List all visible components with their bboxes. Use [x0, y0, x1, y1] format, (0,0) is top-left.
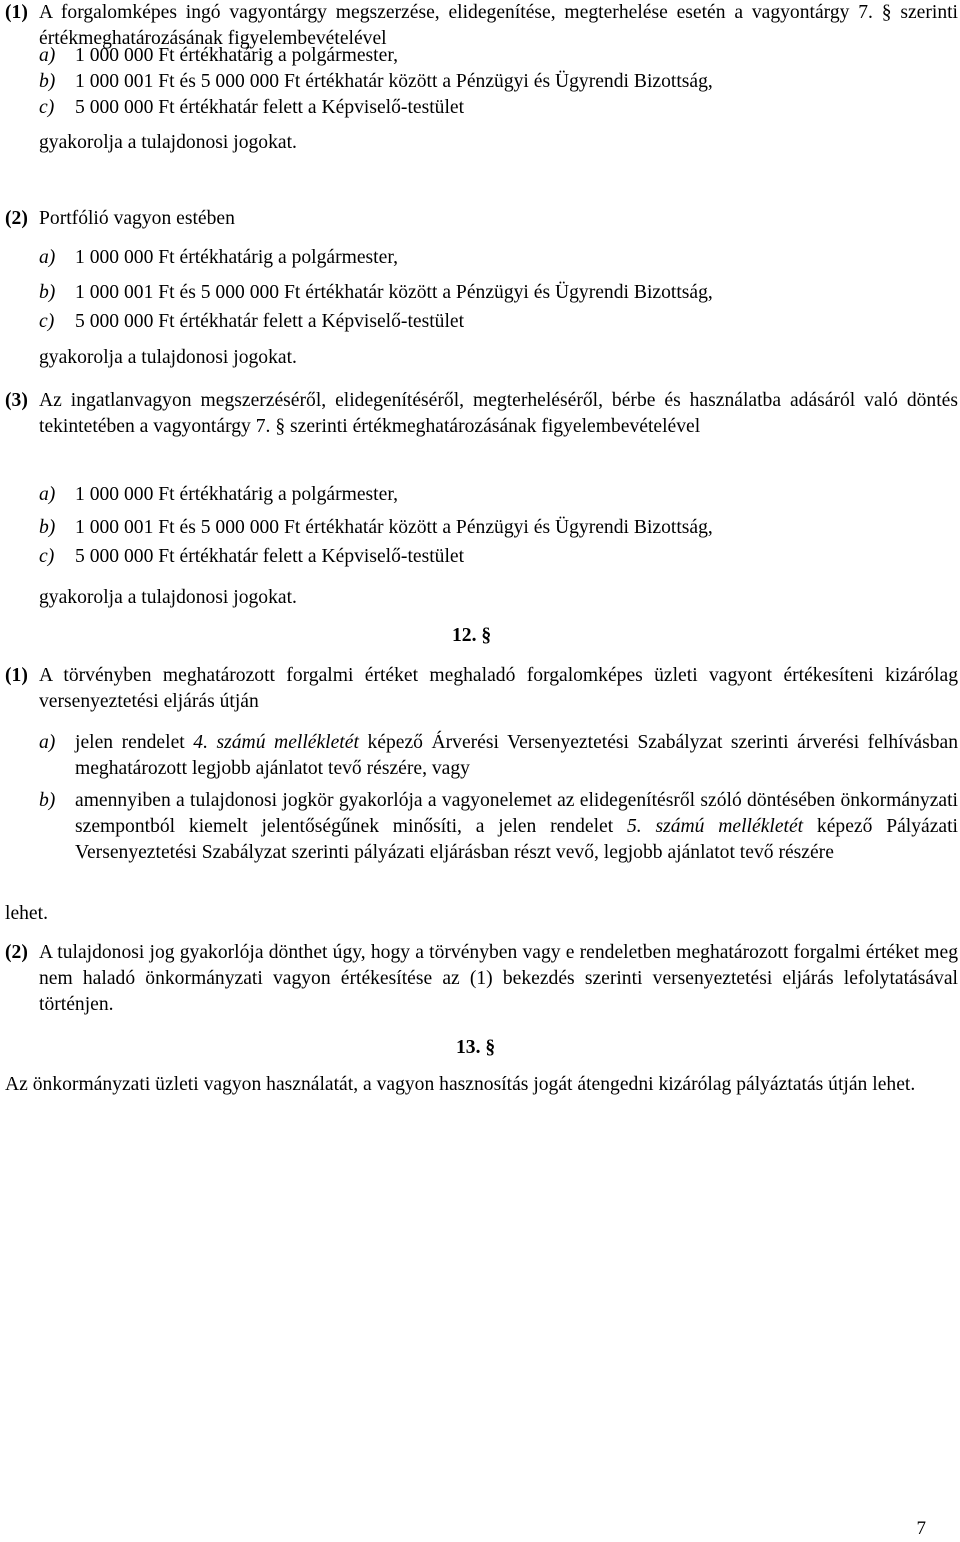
list-item-c — [39, 309, 958, 335]
item-text: 5 000 000 Ft értékhatár felett a Képviselő-testület — [75, 546, 465, 567]
page-number: 7 — [916, 1518, 926, 1539]
item-text: 1 000 000 Ft értékhatárig a polgármester, — [75, 247, 398, 268]
item-text — [75, 788, 958, 866]
paragraph-number: (1) — [5, 665, 28, 686]
paragraph-text: Az ingatlanvagyon megszerzéséről, elidegenítéséről, megterheléséről, bérbe és használatba adásáról való döntés tekintetében a vagyontárgy 7. § szerinti értékmeghatározásának figyelembevételével — [39, 390, 958, 437]
item-text: 1 000 001 Ft és 5 000 000 Ft értékhatár között a Pénzügyi és Ügyrendi Bizottság, — [75, 71, 713, 92]
item-label: a) — [39, 247, 56, 268]
paragraph-text: Portfólió vagyon estében — [39, 208, 235, 229]
list-item-c — [39, 544, 958, 570]
closing-text: gyakorolja a tulajdonosi jogokat. — [39, 587, 297, 608]
list-item-b — [39, 280, 958, 306]
list-item-b — [39, 515, 958, 541]
item-label: a) — [39, 484, 56, 505]
item-label: b) — [39, 282, 56, 303]
item-label: b) — [39, 517, 56, 538]
paragraph-text: A tulajdonosi jog gyakorlója dönthet úgy, hogy a törvényben vagy e rendeletben meghatározott forgalmi értéket meg nem haladó önkormányzati vagyon értékesítése az (1) bekezdés szerinti versenyeztetési eljárás lefolytatásával történjen. — [39, 942, 958, 1015]
paragraph-number: (2) — [5, 208, 28, 229]
item-text-pre: amennyiben a tulajdonosi jogkör gyakorlója a vagyonelemet az elidegenítésről szóló döntésében önkormányzati szempontból kiemelt jelentőségűnek minősíti, a jelen rendelet — [75, 790, 958, 837]
item-text-post: képező Pályázati Versenyeztetési Szabályzat szerinti pályázati eljárásban részt vevő, legjobb ajánlatot tevő részére — [75, 816, 959, 863]
paragraph-number: (1) — [5, 2, 28, 23]
item-text: 5 000 000 Ft értékhatár felett a Képviselő-testület — [75, 97, 465, 118]
closing-text: lehet. — [5, 903, 48, 924]
closing-text: gyakorolja a tulajdonosi jogokat. — [39, 347, 297, 368]
item-text: 1 000 000 Ft értékhatárig a polgármester, — [75, 45, 398, 66]
item-label: c) — [39, 311, 55, 332]
item-label: c) — [39, 97, 55, 118]
list-item-a — [39, 245, 958, 271]
paragraph-text: A törvényben meghatározott forgalmi értéket meghaladó forgalomképes üzleti vagyont értékesíteni kizárólag versenyeztetési eljárás útján — [39, 665, 958, 712]
section-heading-13: 13. § — [456, 1037, 496, 1058]
item-label: b) — [39, 790, 56, 811]
section-heading-12: 12. § — [452, 625, 492, 646]
item-label: b) — [39, 71, 56, 92]
paragraph-text: A forgalomképes ingó vagyontárgy megszerzése, elidegenítése, megterhelése esetén a vagyontárgy 7. § szerinti értékmeghatározásának figyelembevételével — [39, 2, 958, 49]
item-text: 5 000 000 Ft értékhatár felett a Képviselő-testület — [75, 311, 465, 332]
list-item-a — [39, 43, 958, 69]
item-text: 1 000 001 Ft és 5 000 000 Ft értékhatár között a Pénzügyi és Ügyrendi Bizottság, — [75, 517, 713, 538]
item-text — [75, 730, 958, 782]
closing-text: gyakorolja a tulajdonosi jogokat. — [39, 132, 297, 153]
paragraph-number: (2) — [5, 942, 28, 963]
annex-reference: 5. számú mellékletét — [626, 816, 804, 837]
item-text: 1 000 001 Ft és 5 000 000 Ft értékhatár között a Pénzügyi és Ügyrendi Bizottság, — [75, 282, 713, 303]
item-label: a) — [39, 732, 56, 753]
list-item-a — [39, 482, 958, 508]
item-text-post: képező Árverési Versenyeztetési Szabályzat szerinti árverési felhívásban meghatározott legjobb ajánlatot tevő részére, vagy — [75, 732, 959, 779]
paragraph-text: Az önkormányzati üzleti vagyon használatát, a vagyon hasznosítás jogát átengedni kizárólag pályáztatás útján lehet. — [5, 1074, 916, 1095]
item-text-pre: jelen rendelet — [75, 732, 185, 753]
annex-reference: 4. számú mellékletét — [193, 732, 359, 753]
list-item-c — [39, 95, 958, 121]
paragraph-number: (3) — [5, 390, 28, 411]
item-text: 1 000 000 Ft értékhatárig a polgármester, — [75, 484, 398, 505]
list-item-b — [39, 69, 958, 95]
item-label: a) — [39, 45, 56, 66]
item-label: c) — [39, 546, 55, 567]
